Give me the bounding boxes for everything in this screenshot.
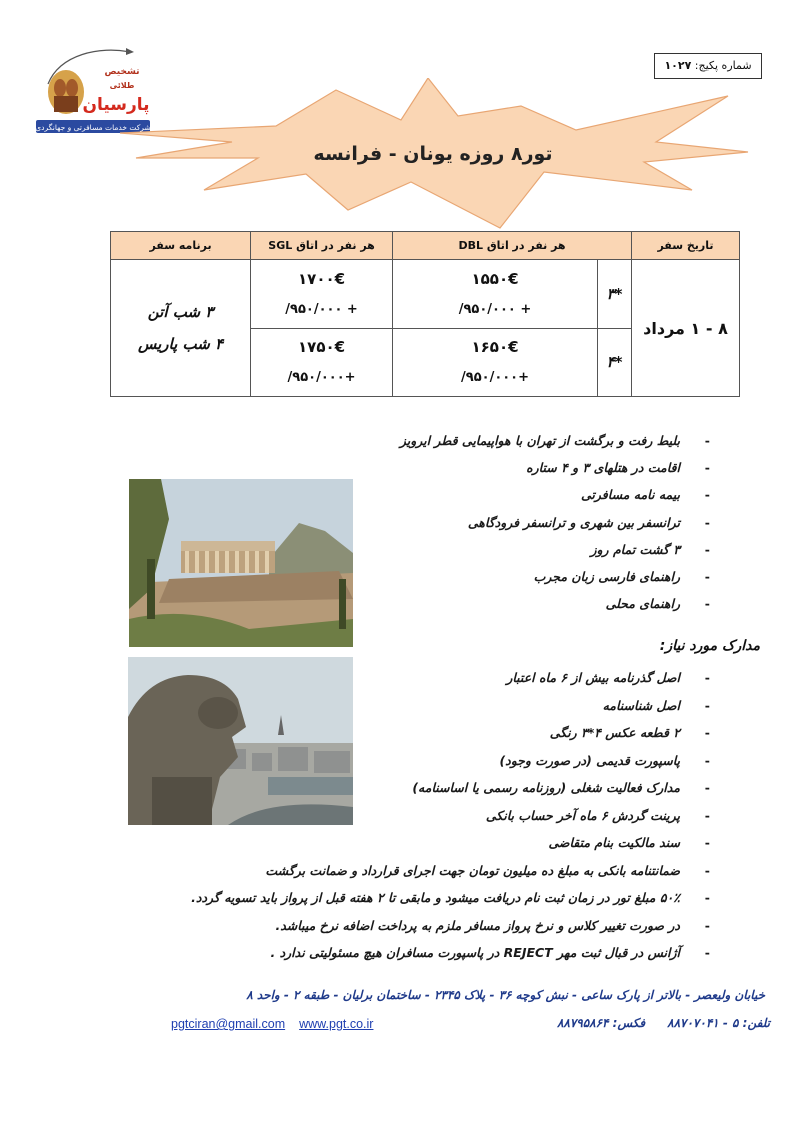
program-cell <box>111 260 251 397</box>
list-item: - ۲ قطعه عکس ۴*۳ رنگی <box>191 719 710 747</box>
hotel-stars: *۳ <box>598 260 632 329</box>
header-dbl: هر نفر در اتاق DBL <box>393 232 632 260</box>
documents-heading: مدارک مورد نیاز: <box>659 638 760 654</box>
list-item: - پاسپورت قدیمی (در صورت وجود) <box>191 747 710 775</box>
dbl-price-cell <box>393 328 598 397</box>
program-paris: ۴ شب پاریس <box>137 335 224 353</box>
list-item: - ترانسفر بین شهری و ترانسفر فرودگاهی <box>400 509 710 536</box>
list-item: - اصل گذرنامه بیش از ۶ ماه اعتبار <box>191 664 710 692</box>
list-item: - در صورت تغییر کلاس و نرخ پرواز مسافر ملزم به پرداخت اضافه نرخ میباشد. <box>191 912 710 940</box>
contact-numbers <box>557 1016 770 1030</box>
logo-name: پارسیان <box>82 95 150 115</box>
list-item: - پرینت گردش ۶ ماه آخر حساب بانکی <box>191 802 710 830</box>
acropolis-photo <box>129 479 353 647</box>
website-link[interactable]: www.pgt.co.ir <box>299 1017 374 1031</box>
dbl-price-cell <box>393 260 598 329</box>
list-item: - آژانس در قبال ثبت مهر REJECT در پاسپورت مسافران هیچ مسئولیتی ندارد . <box>191 939 710 967</box>
sgl-price-toman: +۹۵۰/۰۰۰/ <box>287 370 356 386</box>
dbl-price-eur: ۱۵۵۰€ <box>471 269 519 288</box>
list-item: - اصل شناسنامه <box>191 692 710 720</box>
logo-tagline: شرکت خدمات مسافرتی و جهانگردی <box>35 123 151 132</box>
services-list <box>400 427 710 617</box>
logo-line1: تشخیص <box>104 67 140 77</box>
hotel-stars: *۴ <box>598 328 632 397</box>
dbl-price-toman: + ۹۵۰/۰۰۰/ <box>458 301 532 317</box>
logo-line2: طلائی <box>109 81 135 90</box>
documents-list <box>191 664 710 967</box>
list-item: - اقامت در هتلهای ۳ و ۴ ستاره <box>400 454 710 481</box>
list-item: - بیمه نامه مسافرتی <box>400 481 710 508</box>
list-item: - مدارک فعالیت شغلی (روزنامه رسمی یا اساسنامه) <box>191 774 710 802</box>
sgl-price-cell <box>251 260 393 329</box>
list-item: - راهنمای فارسی زبان مجرب <box>400 563 710 590</box>
header-date: تاریخ سفر <box>632 232 740 260</box>
travel-date: ۸ - ۱ مرداد <box>632 260 740 397</box>
footer-links <box>171 1016 373 1031</box>
sgl-price-toman: + ۹۵۰/۰۰۰/ <box>285 301 358 317</box>
list-item: - بلیط رفت و برگشت از تهران با هواپیمایی قطر ایرویز <box>400 427 710 454</box>
dbl-price-toman: +۹۵۰/۰۰۰/ <box>461 370 530 386</box>
list-item: - ۵۰٪ مبلغ تور در زمان ثبت نام دریافت میشود و مابقی تا ۲ هفته قبل از پرواز باید تسویه گردد. <box>191 884 710 912</box>
list-item: - ضمانتنامه بانکی به مبلغ ده میلیون تومان جهت اجرای قرارداد و ضمانت برگشت <box>191 857 710 885</box>
list-item: - سند مالکیت بنام متقاضی <box>191 829 710 857</box>
tour-price-table <box>110 231 740 397</box>
sgl-price-eur: ۱۷۰۰€ <box>298 269 346 288</box>
office-address: خیابان ولیعصر - بالاتر از پارک ساعی - نبش کوچه ۳۶ - پلاک ۲۳۴۵ - ساختمان برلیان - طبقه ۲ - واحد ۸ <box>246 988 765 1002</box>
package-number-box <box>654 53 762 79</box>
program-athens: ۳ شب آتن <box>147 303 214 321</box>
email-link[interactable]: pgtciran@gmail.com <box>171 1017 286 1031</box>
dbl-price-eur: ۱۶۵۰€ <box>471 338 519 357</box>
phone-number: تلفن: ۵ - ۸۸۷۰۷۰۴۱ <box>667 1016 770 1030</box>
list-item: - راهنمای محلی <box>400 590 710 617</box>
header-sgl: هر نفر در اتاق SGL <box>251 232 393 260</box>
sgl-price-eur: ۱۷۵۰€ <box>298 338 346 357</box>
sgl-price-cell <box>251 328 393 397</box>
header-program: برنامه سفر <box>111 232 251 260</box>
tour-title: تور۸ روزه یونان - فرانسه <box>313 143 553 165</box>
list-item: - ۳ گشت تمام روز <box>400 536 710 563</box>
package-number: ۱۰۲۷ <box>664 59 692 72</box>
table-row <box>111 260 740 329</box>
fax-number: فکس: ۸۸۷۹۵۸۶۴ <box>556 1016 646 1030</box>
package-label: شماره پکیج: <box>694 59 752 72</box>
